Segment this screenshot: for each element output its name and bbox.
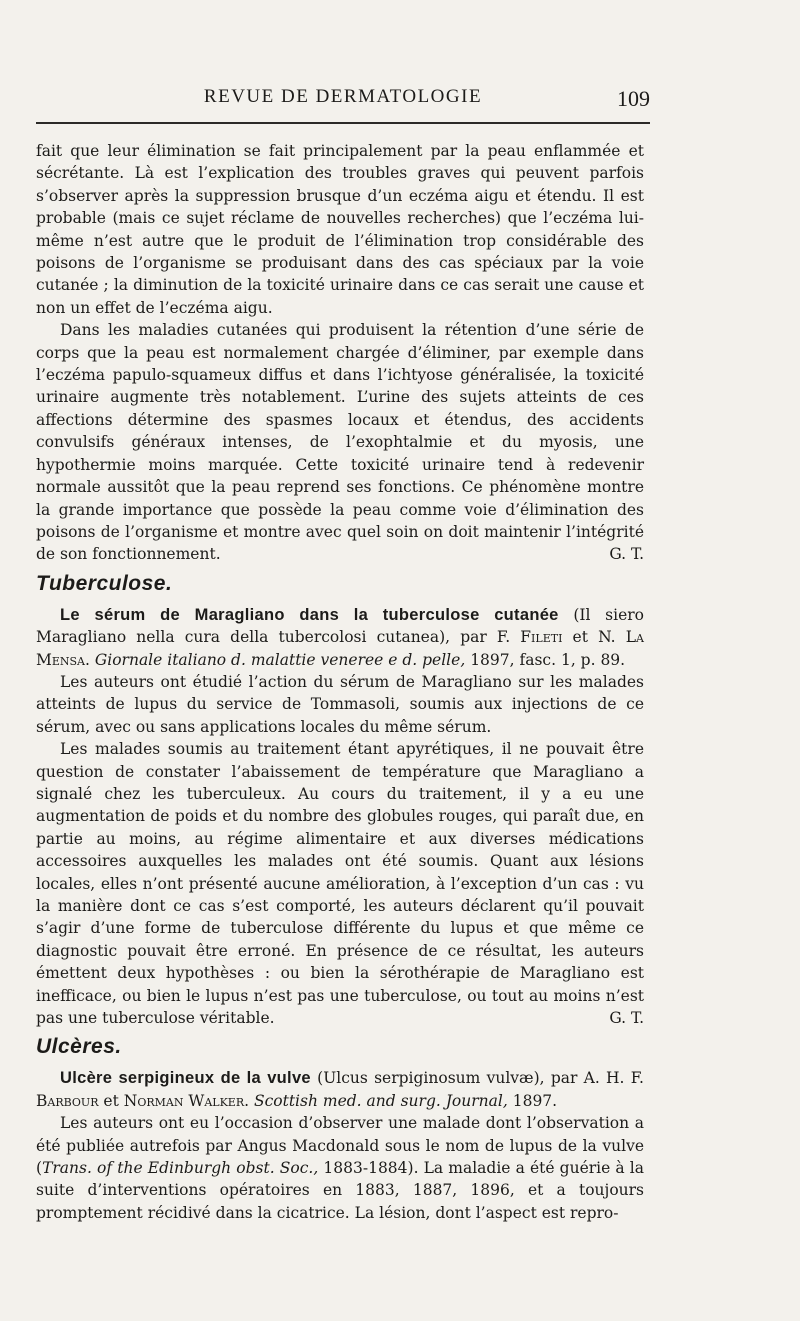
signature: G. T. [609,545,644,564]
paragraph [36,738,644,1029]
journal-title: Scottish med. and surg. Journal, [253,1091,508,1110]
body-text [36,140,644,1224]
paragraph-text: fait que leur élimination se fait principalement par la peau enflammée et sécrétante. Là est l’explication des troubles graves qui peuvent parfois s’observer après la suppression brusque d’un eczéma aigu et étendu. Il est probable (mais ce sujet réclame de nouvelles recherches) que l’eczéma lui-même n’est autre que le produit de l’élimination trop considérable des poisons de l’organisme se produisant dans des cas spéciaux par la voie cutanée ; la diminution de la toxicité urinaire dans ce cas serait une cause et non un effet de l’eczéma aigu. [36,142,644,317]
original-title: (Il siero Maragliano nella cura della tubercolosi cutanea), par [36,605,644,647]
citation-details: 1897, fasc. 1, p. 89. [470,650,626,669]
section-heading-ulceres: Ulcères. [36,1035,122,1059]
author-name: Fileti [520,628,563,647]
author-initial: A. H. F. [583,1069,644,1088]
article-reference [36,604,644,671]
header-rule [36,122,650,124]
paragraph-text: Dans les maladies cutanées qui produisent la rétention d’une série de corps que la peau est normalement chargée d’éliminer, par exemple dans l’eczéma papulo-squameux diffus et dans l’ichtyose généralisée, la toxicité urinaire augmente très notablement. L’urine des sujets atteints de ces affections détermine des spasmes locaux et étendus, des accidents convulsifs généraux intenses, de l’exophtalmie et du myosis, une hypothermie moins marquée. Cette toxicité urinaire tend à redevenir normale aussitôt que la peau reprend ses fonctions. Ce phénomène montre la grande importance que possède la peau comme voie d’élimination des poisons de l’organisme et montre avec quel soin on doit maintenir l’intégrité de son fonctionnement. [36,321,644,564]
conjunction: et [572,628,588,647]
journal-title: Giornale italiano d. malattie veneree e d. pelle, [94,650,466,669]
section-heading-tuberculose: Tuberculose. [36,571,173,595]
article-reference [36,1067,644,1112]
author-name: La Mensa. [36,628,644,669]
conjunction: et [103,1091,119,1110]
paragraph-text: Les auteurs ont étudié l’action du sérum de Maragliano sur les malades atteints de lupus du service de Tommasoli, soumis aux injections de ce sérum, avec ou sans applications locales du même sérum. [36,672,644,736]
paragraph [36,671,644,738]
author-initial: F. [496,628,511,647]
paragraph-text: Les malades soumis au traitement étant apyrétiques, il ne pouvait être question de constater l’abaissement de température que Maragliano a signalé chez les tuberculeux. Au cours du traitement, il y a eu une augmentation de poids et du nombre des globules rouges, qui paraît due, en partie au moins, au régime alimentaire et aux diverses médications accessoires auxquelles les malades ont été soumis. Quant aux lésions locales, elles n’ont présenté aucune amélioration, à l’exception d’un cas : vu la manière dont ce cas s’est comporté, les auteurs déclarent qu’il pouvait s’agir d’une forme de tuberculose différente du lupus et que même ce diagnostic pouvait être erroné. En présence de ce résultat, les auteurs émettent deux hypothèses : ou bien la sérothérapie de Maragliano est inefficace, ou bien le lupus n’est pas une tuberculose, ou tout au moins n’est pas une tuberculose véritable. [36,740,644,1028]
citation-details: 1897. [512,1091,558,1110]
paragraph [36,319,644,565]
article-title: Ulcère serpigineux de la vulve [60,1069,311,1088]
author-name: Norman Walker. [123,1091,250,1110]
running-title: REVUE DE DERMATOLOGIE [203,86,483,107]
paragraph-text: 1883-1884). La maladie a été guérie à la suite d’interventions opératoires en 1883, 1887, 1896, et a toujours promptement récidivé dans la cicatrice. La lésion, dont l’aspect est repro- [36,1159,644,1222]
page-header [36,86,650,112]
paragraph-text: Les auteurs ont eu l’occasion d’observer une malade dont l’observation a été publiée autrefois par Angus Macdonald sous le nom de lupus de la vulve ( [36,1114,644,1178]
signature: G. T. [609,1009,644,1028]
article-title: Le sérum de Maragliano dans la tuberculose cutanée [60,605,559,624]
author-initial: N. [598,628,616,647]
page-number: 109 [617,86,650,111]
paragraph-continued [36,140,644,319]
journal-reference: Trans. of the Edinburgh obst. Soc., [42,1159,319,1178]
original-title: (Ulcus serpiginosum vulvæ), par [317,1069,578,1088]
paragraph [36,1112,644,1224]
author-name: Barbour [36,1091,99,1110]
